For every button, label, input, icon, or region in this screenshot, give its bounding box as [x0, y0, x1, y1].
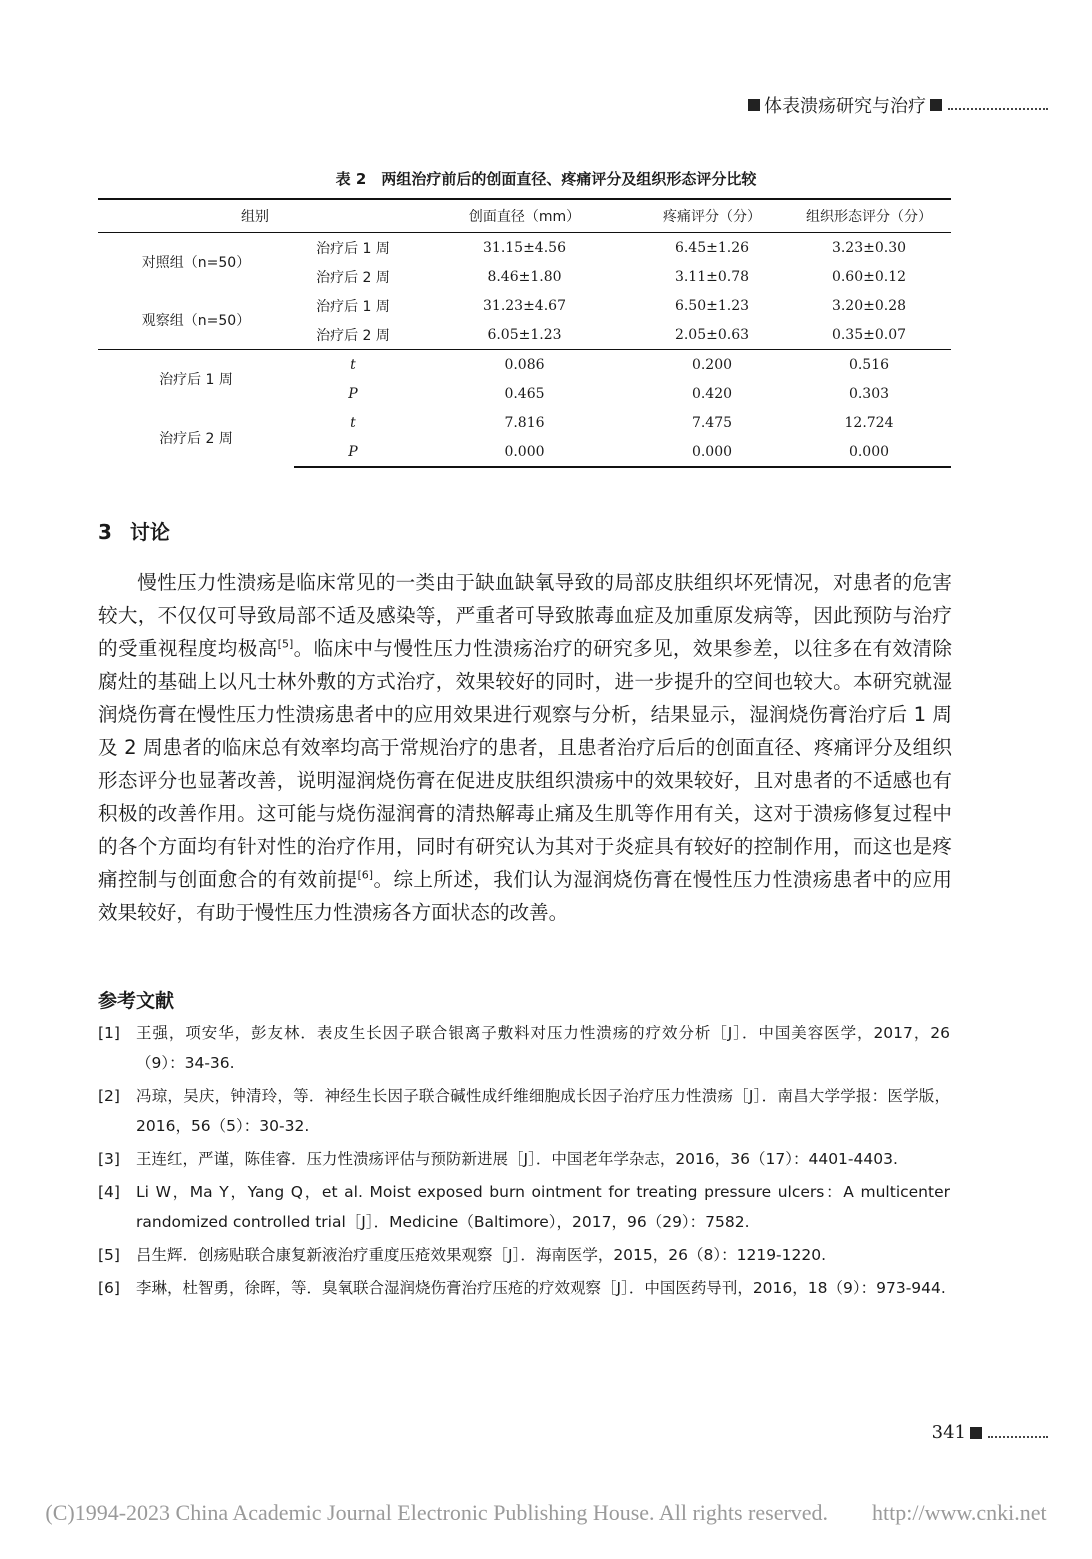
table-row	[98, 233, 951, 263]
value-cell: 2.05±0.63	[674, 326, 750, 343]
time-cell: 治疗后 1 周	[316, 240, 390, 257]
table-caption: 表 2 两组治疗前后的创面直径、疼痛评分及组织形态评分比较	[335, 170, 757, 188]
group-control: 对照组（n=50）	[141, 255, 251, 271]
reference-item	[98, 1144, 950, 1174]
header-pain-score: 疼痛评分（分）	[637, 199, 787, 233]
page-number: 341	[931, 1422, 966, 1443]
reference-number: [6]	[98, 1279, 120, 1297]
page-number-block	[932, 1422, 1048, 1443]
value-cell: 3.11±0.78	[674, 268, 750, 285]
reference-number: [5]	[98, 1246, 120, 1264]
references-list	[98, 1018, 950, 1306]
value-cell: 31.23±4.67	[483, 297, 566, 314]
reference-item	[98, 1018, 950, 1078]
reference-item	[98, 1081, 950, 1141]
value-cell: 0.420	[691, 385, 733, 402]
reference-text: 冯琼，吴庆，钟清玲，等．神经生长因子联合碱性成纤维细胞成长因子治疗压力性溃疡［J］．南昌大学学报：医学版，2016，56（5）：30-32.	[136, 1087, 950, 1135]
reference-text: 吕生辉．创疡贴联合康复新液治疗重度压疮效果观察［J］．海南医学，2015，26（8）：1219-1220.	[136, 1246, 827, 1264]
header-wound-diameter: 创面直径（mm）	[412, 199, 637, 233]
value-cell: 0.200	[637, 350, 787, 380]
stat-symbol: t	[294, 350, 412, 380]
references-heading: 参考文献	[98, 990, 175, 1012]
value-cell: 8.46±1.80	[487, 268, 562, 285]
text-span: 慢性压力性溃疡是临床常见的一类由于缺血缺氧导致的局部皮肤组织坏死情况，对患者的危害较大，不仅仅可导致局部不适及感染等，严重者可导致脓毒血症及加重原发病等，因此预防与治疗的受重视程度均极高	[98, 571, 952, 660]
reference-text: 李琳，杜智勇，徐晖，等．臭氧联合湿润烧伤膏治疗压疮的疗效观察［J］．中国医药导刊，2016，18（9）：973-944.	[136, 1279, 946, 1297]
dotted-rule	[948, 100, 1048, 110]
header-group: 组别	[98, 199, 412, 233]
reference-item	[98, 1240, 950, 1270]
value-cell: 0.465	[504, 385, 545, 402]
reference-number: [1]	[98, 1024, 120, 1042]
reference-text: 王强，项安华，彭友林．表皮生长因子联合银离子敷料对压力性溃疡的疗效分析［J］．中国美容医学，2017，26（9）：34-36.	[136, 1024, 950, 1072]
value-cell: 7.475	[691, 414, 733, 431]
citation: [6]	[357, 868, 374, 882]
stat-period-2: 治疗后 2 周	[159, 430, 233, 447]
stat-period-1: 治疗后 1 周	[98, 350, 294, 409]
value-cell: 0.086	[412, 350, 637, 380]
value-cell: 0.303	[848, 385, 890, 402]
reference-number: [2]	[98, 1087, 120, 1105]
table-row	[98, 408, 951, 437]
stat-symbol: P	[348, 385, 358, 402]
discussion-paragraph	[98, 566, 952, 929]
running-header	[748, 92, 1048, 118]
reference-number: [3]	[98, 1150, 120, 1168]
reference-item	[98, 1177, 950, 1237]
value-cell: 3.23±0.30	[831, 239, 907, 256]
table-header-row	[98, 199, 951, 233]
section-heading	[98, 516, 170, 545]
value-cell: 0.516	[787, 350, 951, 380]
square-bullet-icon	[748, 99, 760, 111]
value-cell: 6.50±1.23	[674, 297, 750, 314]
section-number: 3	[98, 520, 112, 544]
value-cell: 12.724	[844, 414, 894, 431]
value-cell: 0.000	[637, 437, 787, 467]
copyright-footer: (C)1994-2023 China Academic Journal Electronic Publishing House. All rights reserved. http://www.cnki.net	[45, 1500, 1047, 1525]
text-span: 。综上所述，我们认为湿润烧伤膏在慢性压力性溃疡患者中的应用效果较好，有助于慢性压力性溃疡各方面状态的改善。	[98, 868, 953, 924]
value-cell: 0.000	[787, 437, 951, 467]
value-cell: 7.816	[504, 414, 545, 431]
comparison-table	[98, 198, 951, 468]
dotted-rule	[988, 1428, 1048, 1438]
value-cell: 0.000	[412, 437, 637, 467]
table-row	[98, 350, 951, 380]
stat-symbol: t	[350, 414, 356, 431]
table-row	[98, 291, 951, 320]
value-cell: 3.20±0.28	[831, 297, 907, 314]
header-tissue-score: 组织形态评分（分）	[787, 199, 951, 233]
header-title: 体表溃疡研究与治疗	[764, 96, 926, 117]
time-cell: 治疗后 2 周	[316, 327, 390, 344]
value-cell: 0.35±0.07	[831, 326, 907, 343]
reference-text: Li W，Ma Y，Yang Q，et al. Moist exposed burn ointment for treating pressure ulcers：A multicenter randomized controlled trial［J］．Medicine（Baltimore），2017，96（29）：7582.	[136, 1183, 950, 1231]
reference-item	[98, 1273, 950, 1303]
group-observation: 观察组（n=50）	[141, 313, 251, 329]
citation: [5]	[277, 637, 294, 651]
square-bullet-icon	[930, 99, 942, 111]
stat-symbol: P	[294, 437, 412, 467]
time-cell: 治疗后 1 周	[316, 298, 390, 315]
reference-text: 王连红，严谨，陈佳睿．压力性溃疡评估与预防新进展［J］．中国老年学杂志，2016，36（17）：4401-4403.	[136, 1150, 898, 1168]
time-cell: 治疗后 2 周	[316, 269, 390, 286]
reference-number: [4]	[98, 1183, 120, 1201]
value-cell: 0.60±0.12	[831, 268, 907, 285]
discussion-body	[98, 566, 952, 929]
value-cell: 6.05±1.23	[487, 326, 562, 343]
value-cell: 31.15±4.56	[483, 239, 566, 256]
text-span: 。临床中与慢性压力性溃疡治疗的研究多见，效果参差，以往多在有效清除腐灶的基础上以凡士林外敷的方式治疗，效果较好的同时，进一步提升的空间也较大。本研究就湿润烧伤膏在慢性压力性溃疡患者中的应用效果进行观察与分析，结果显示，湿润烧伤膏治疗后 1 周及 2 周患者的临床总有效率均高于常规治疗的患者，且患者治疗后后的创面直径、疼痛评分及组织形态评分也显著改善，说明湿润烧伤膏在促进皮肤组织溃疡中的效果较好，且对患者的不适感也有积极的改善作用。这可能与烧伤湿润膏的清热解毒止痛及生肌等作用有关，这对于溃疡修复过程中的各个方面均有针对性的治疗作用，同时有研究认为其对于炎症具有较好的控制作用，而这也是疼痛控制与创面愈合的有效前提	[98, 637, 953, 891]
value-cell: 6.45±1.26	[674, 239, 750, 256]
section-title: 讨论	[129, 520, 170, 544]
square-bullet-icon	[970, 1427, 982, 1439]
